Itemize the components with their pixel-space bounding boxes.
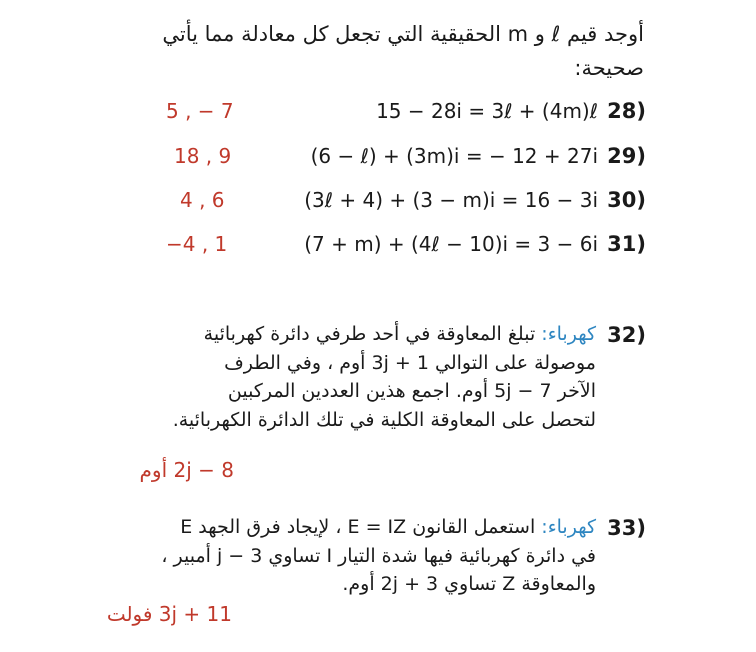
problem-32-label: كهرباء: <box>541 323 596 345</box>
intro-line-1: أوجد قيم ℓ و m الحقيقية التي تجعل كل معادلة مما يأتي <box>162 22 644 46</box>
problem-33-line-3: والمعاوقة Z تساوي 2j + 3 أوم. <box>342 573 596 595</box>
problem-28-answer: 5 , − 7 <box>166 99 234 123</box>
problem-32-line-2: موصولة على التوالي 3j + 1 أوم ، وفي الطرف <box>224 352 596 374</box>
problem-30-answer: 4 , 6 <box>180 188 225 212</box>
problem-29-equation: (6 − ℓ) + (3m)i = − 12 + 27i <box>310 144 598 168</box>
problem-33-line-2: في دائرة كهربائية فيها شدة التيار I تساوي j − 3 أمبير ، <box>161 545 596 567</box>
problem-28-equation: 15 − 28i = 3ℓ + (4m)ℓ <box>376 99 598 123</box>
problem-32-number: 32) <box>607 323 646 347</box>
problem-31-equation: (7 + m) + (4ℓ − 10)i = 3 − 6i <box>304 232 598 256</box>
intro-line-2: صحيحة: <box>574 56 644 80</box>
problem-29-answer: 18 , 9 <box>174 144 232 168</box>
problem-33-answer: 3j + 11 فولت <box>106 602 232 626</box>
problem-33-line-1 <box>180 516 596 538</box>
problem-33-label: كهرباء: <box>541 516 596 538</box>
problem-32-answer: 2j − 8 أوم <box>139 458 234 482</box>
problem-33-line-1-text: استعمل القانون E = IZ ، لإيجاد فرق الجهد E <box>180 516 536 538</box>
problem-32-line-3: الآخر 5j − 7 أوم. اجمع هذين العددين المركبين <box>227 380 596 402</box>
problem-32-line-4: لتحصل على المعاوقة الكلية في تلك الدائرة الكهربائية. <box>172 409 596 431</box>
problem-30-number: 30) <box>607 188 646 212</box>
problem-31-answer: −4 , 1 <box>166 232 228 256</box>
problem-28-number: 28) <box>607 99 646 123</box>
problem-32-line-1-text: تبلغ المعاوقة في أحد طرفي دائرة كهربائية <box>203 323 536 345</box>
problem-32-line-1 <box>204 323 596 345</box>
problem-30-equation: (3ℓ + 4) + (3 − m)i = 16 − 3i <box>304 188 598 212</box>
problem-31-number: 31) <box>607 232 646 256</box>
problem-29-number: 29) <box>607 144 646 168</box>
problem-33-number: 33) <box>607 516 646 540</box>
